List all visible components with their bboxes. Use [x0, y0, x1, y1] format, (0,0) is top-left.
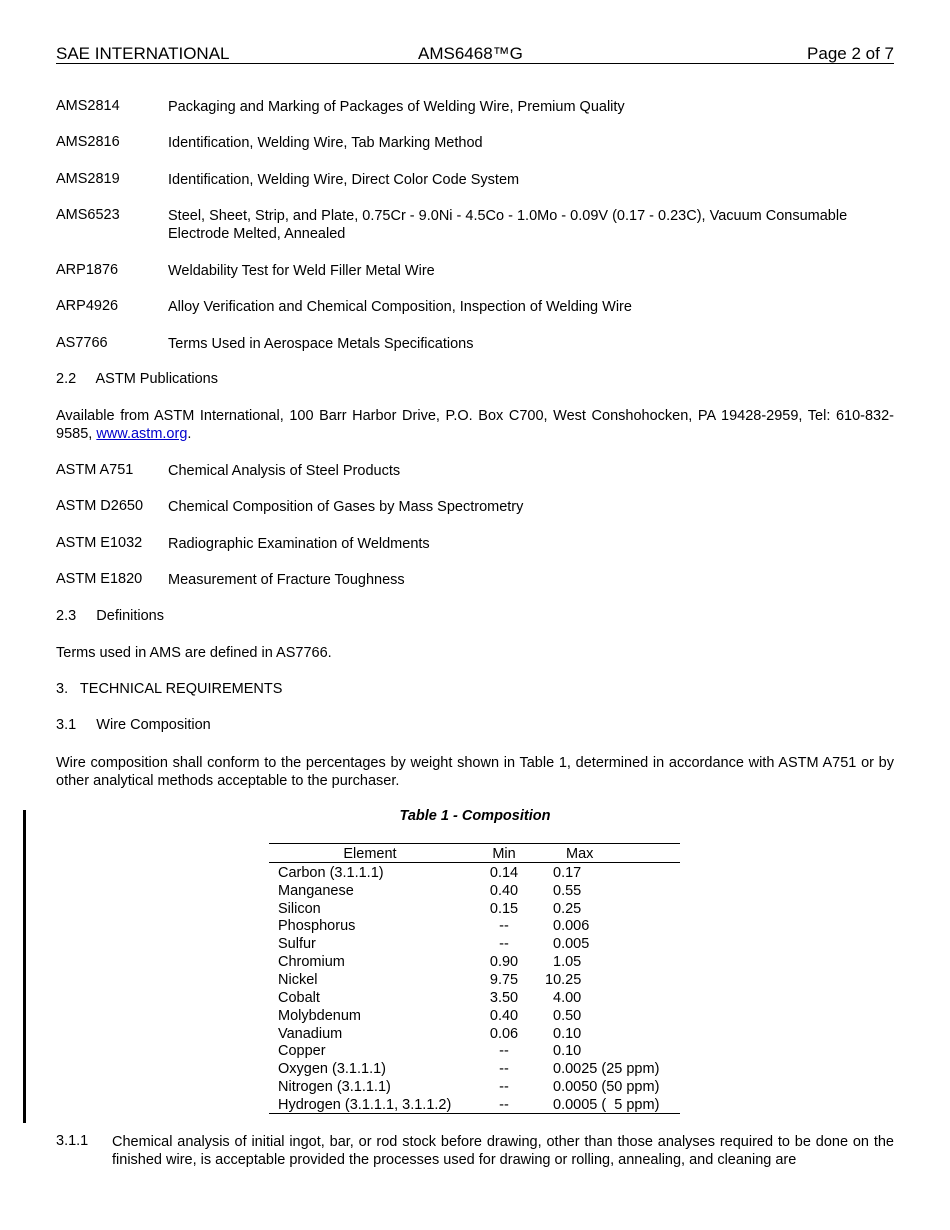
table-cell-max: 1.05	[553, 954, 582, 970]
column-header-element: Element	[343, 846, 397, 862]
revision-change-bar	[23, 810, 26, 1123]
table-cell-element: Hydrogen (3.1.1.1, 3.1.1.2)	[278, 1097, 452, 1113]
ref-title: Identification, Welding Wire, Tab Marking Method	[168, 135, 483, 151]
astm-availability-paragraph	[56, 407, 894, 443]
table-cell-max: 0.25	[553, 901, 582, 917]
table-cell-min: 0.14	[489, 865, 519, 881]
wire-composition-text: Wire composition shall conform to the percentages by weight shown in Table 1, determined in accordance with ASTM A751 or by other analytical methods acceptable to the purchaser.	[56, 755, 894, 789]
ref-code: ASTM E1032	[56, 535, 143, 551]
ref-code: AS7766	[56, 335, 108, 351]
ref-code: ASTM E1820	[56, 571, 143, 587]
table-cell-element: Silicon	[278, 901, 321, 917]
definitions-text: Terms used in AMS are defined in AS7766.	[56, 645, 332, 661]
table-cell-max: 0.55	[553, 883, 582, 899]
table-cell-element: Carbon (3.1.1.1)	[278, 865, 384, 881]
table-cell-element: Nitrogen (3.1.1.1)	[278, 1079, 391, 1095]
table-cell-element: Sulfur	[278, 936, 316, 952]
section-heading-wire-composition: 3.1 Wire Composition	[56, 717, 211, 733]
ref-title: Alloy Verification and Chemical Composition, Inspection of Welding Wire	[168, 299, 632, 315]
column-header-min: Min	[492, 846, 516, 862]
header-page-number: Page 2 of 7	[807, 44, 894, 63]
table-cell-min: --	[499, 1061, 509, 1077]
table-cell-element: Manganese	[278, 883, 354, 899]
ref-code: ASTM D2650	[56, 498, 144, 514]
ref-code: AMS6523	[56, 207, 120, 223]
table-cell-max: 0.006	[553, 918, 590, 934]
table-cell-max: 0.0025 (25 ppm)	[553, 1061, 660, 1077]
column-header-max: Max	[566, 846, 594, 862]
ref-code: ASTM A751	[56, 462, 134, 478]
table-cell-max: 0.0005 ( 5 ppm)	[553, 1097, 660, 1113]
table-cell-min: 0.15	[489, 901, 519, 917]
table-caption: Table 1 - Composition	[399, 808, 551, 824]
ref-code: AMS2816	[56, 134, 120, 150]
table-cell-max: 0.005	[553, 936, 590, 952]
table-cell-min: --	[499, 1043, 509, 1059]
section-heading-astm: 2.2 ASTM Publications	[56, 371, 218, 387]
table-cell-max: 0.0050 (50 ppm)	[553, 1079, 660, 1095]
table-cell-element: Copper	[278, 1043, 326, 1059]
availability-suffix: .	[187, 426, 192, 442]
section-heading-technical: 3. TECHNICAL REQUIREMENTS	[56, 681, 283, 697]
ref-title: Identification, Welding Wire, Direct Color Code System	[168, 172, 520, 188]
table-cell-max: 0.10	[553, 1043, 582, 1059]
availability-text: Available from ASTM International, 100 Barr Harbor Drive, P.O. Box C700, West Conshohocken, PA 19428-2959, Tel: 610-832-9585,	[56, 408, 894, 442]
table-cell-min: --	[499, 1079, 509, 1095]
table-cell-max: 0.10	[553, 1026, 582, 1042]
table-cell-min: 0.06	[489, 1026, 519, 1042]
ref-title: Radiographic Examination of Weldments	[168, 536, 430, 552]
ref-title: Weldability Test for Weld Filler Metal Wire	[168, 263, 435, 279]
table-cell-element: Oxygen (3.1.1.1)	[278, 1061, 386, 1077]
ref-code: AMS2819	[56, 171, 120, 187]
header-doc-number: AMS6468™G	[418, 44, 523, 63]
header-rule	[56, 63, 894, 64]
ref-title: Steel, Sheet, Strip, and Plate, 0.75Cr - 9.0Ni - 4.5Co - 1.0Mo - 0.09V (0.17 - 0.23C), Vacuum Consumable Electrode Melted, Annealed	[168, 208, 848, 242]
table-cell-max: 0.50	[553, 1008, 582, 1024]
astm-website-link[interactable]: www.astm.org	[96, 426, 188, 442]
ref-title: Chemical Composition of Gases by Mass Spectrometry	[168, 499, 524, 515]
table-bottom-rule	[269, 1113, 680, 1114]
table-cell-element: Cobalt	[278, 990, 320, 1006]
table-cell-max: 10.25	[545, 972, 582, 988]
table-cell-element: Molybdenum	[278, 1008, 362, 1024]
ref-title: Terms Used in Aerospace Metals Specifications	[168, 336, 474, 352]
table-cell-min: 0.40	[489, 883, 519, 899]
table-cell-element: Nickel	[278, 972, 318, 988]
table-cell-min: --	[499, 1097, 509, 1113]
table-cell-element: Phosphorus	[278, 918, 356, 934]
table-cell-min: 0.90	[489, 954, 519, 970]
paragraph-3-1-1-text: Chemical analysis of initial ingot, bar, or rod stock before drawing, other than those analyses required to be done on the finished wire, is acceptable provided the processes used for drawing or rolling, annealing, and cleaning are	[112, 1134, 894, 1168]
ref-title: Measurement of Fracture Toughness	[168, 572, 405, 588]
table-cell-element: Vanadium	[278, 1026, 343, 1042]
table-header-rule	[269, 862, 680, 863]
section-heading-definitions: 2.3 Definitions	[56, 608, 164, 624]
ref-code: ARP1876	[56, 262, 119, 278]
table-cell-min: --	[499, 918, 509, 934]
table-cell-min: 0.40	[489, 1008, 519, 1024]
table-cell-max: 4.00	[553, 990, 582, 1006]
table-top-rule	[269, 843, 680, 844]
paragraph-number: 3.1.1	[56, 1133, 89, 1149]
table-cell-element: Chromium	[278, 954, 345, 970]
table-cell-min: --	[499, 936, 509, 952]
ref-code: AMS2814	[56, 98, 120, 114]
ref-title: Chemical Analysis of Steel Products	[168, 463, 401, 479]
ref-code: ARP4926	[56, 298, 119, 314]
ref-title: Packaging and Marking of Packages of Welding Wire, Premium Quality	[168, 99, 625, 115]
table-cell-min: 9.75	[489, 972, 519, 988]
header-org: SAE INTERNATIONAL	[56, 44, 230, 63]
table-cell-max: 0.17	[553, 865, 582, 881]
table-cell-min: 3.50	[489, 990, 519, 1006]
